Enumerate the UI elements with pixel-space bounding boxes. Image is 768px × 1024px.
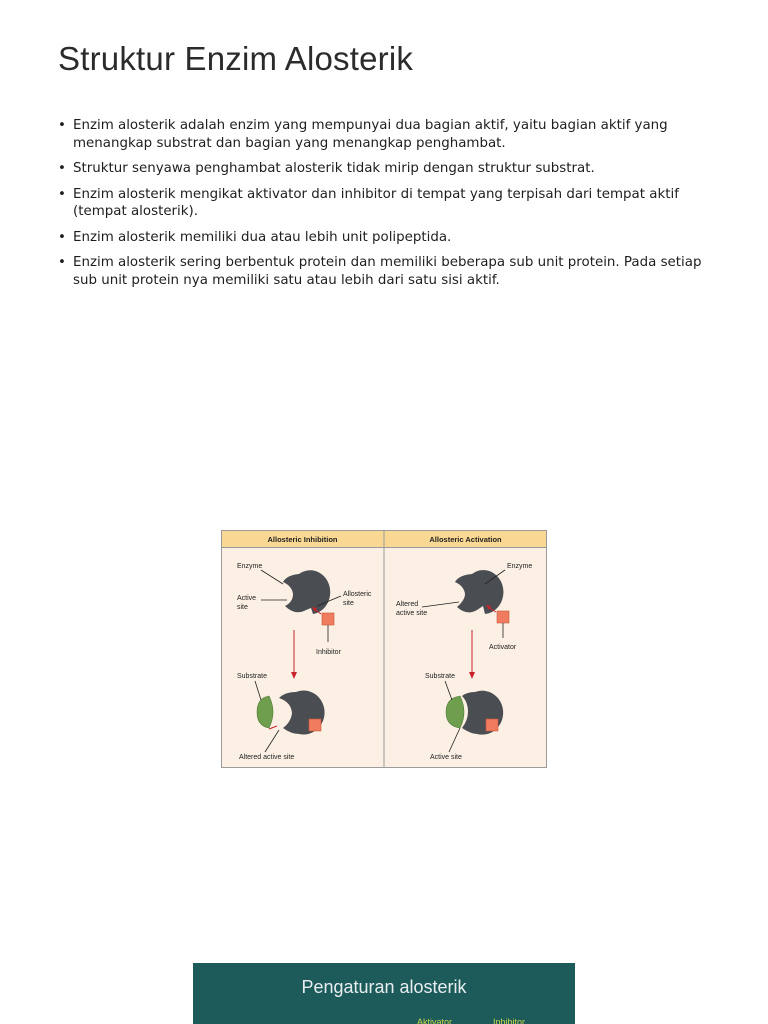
label-active-site: site bbox=[237, 604, 248, 611]
bullet-list bbox=[58, 117, 726, 297]
inhibitor-shape bbox=[322, 613, 334, 625]
label-inhibitor: Inhibitor bbox=[316, 649, 341, 656]
label-allosteric-site: site bbox=[343, 600, 354, 607]
label-substrate: Substrate bbox=[237, 673, 267, 680]
next-slide-preview bbox=[193, 963, 575, 1024]
bullet-item: • Enzim alosterik memiliki dua atau lebih unit polipeptida. bbox=[58, 229, 726, 247]
label-active-site: Active site bbox=[430, 754, 462, 761]
header-inhibition: Allosteric Inhibition bbox=[267, 535, 338, 544]
label-activator: Activator bbox=[489, 644, 517, 651]
label-altered-active-site: Altered bbox=[396, 601, 419, 608]
next-slide-label-inhibitor: Inhibitor bbox=[493, 1017, 526, 1024]
activator-shape bbox=[497, 611, 509, 623]
label-substrate: Substrate bbox=[425, 673, 455, 680]
inhibitor-shape bbox=[309, 719, 321, 731]
next-slide-title: Pengaturan alosterik bbox=[301, 977, 467, 997]
label-active-site: Active bbox=[237, 595, 257, 602]
header-activation: Allosteric Activation bbox=[429, 535, 502, 544]
bullet-item: • Struktur senyawa penghambat alosterik tidak mirip dengan struktur substrat. bbox=[58, 160, 726, 178]
activator-shape bbox=[486, 719, 498, 731]
bullet-item: • Enzim alosterik mengikat aktivator dan inhibitor di tempat yang terpisah dari tempat aktif (tempat alosterik). bbox=[58, 186, 726, 221]
label-altered-active-site: active site bbox=[396, 610, 428, 617]
label-altered-active-site: Altered active site bbox=[239, 754, 295, 761]
label-allosteric-site: Allosteric bbox=[343, 591, 372, 598]
allosteric-diagram bbox=[221, 530, 547, 768]
next-slide-label-activator: Aktivator bbox=[417, 1017, 453, 1024]
bullet-item: • Enzim alosterik sering berbentuk protein dan memiliki beberapa sub unit protein. Pada setiap sub unit protein nya memiliki satu atau lebih dari satu sisi aktif. bbox=[58, 254, 726, 289]
bullet-item: • Enzim alosterik adalah enzim yang mempunyai dua bagian aktif, yaitu bagian aktif yang menangkap substrat dan bagian yang menangkap penghambat. bbox=[58, 117, 726, 152]
label-enzyme: Enzyme bbox=[237, 563, 263, 570]
label-enzyme: Enzyme bbox=[507, 563, 533, 570]
page-title: Struktur Enzim Alosterik bbox=[58, 40, 414, 77]
